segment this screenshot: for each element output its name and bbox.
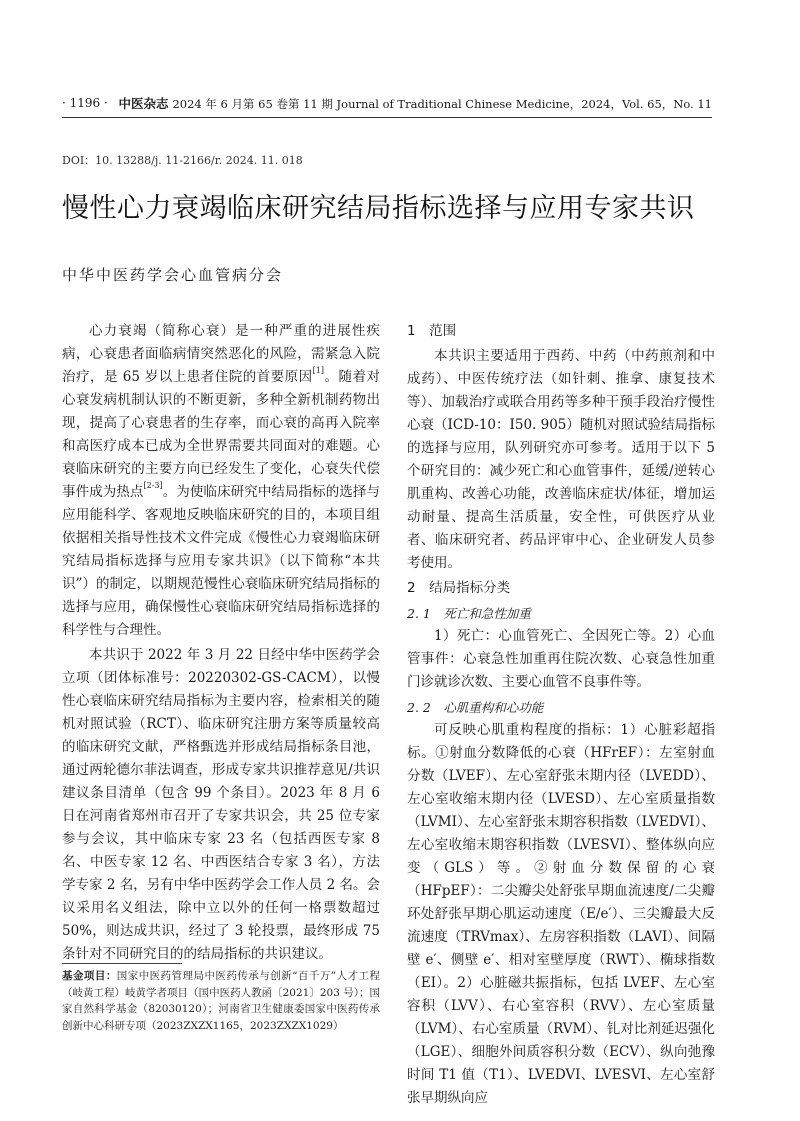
subsection-paragraph: 1）死亡：心血管死亡、全因死亡等。2）心血管事件：心衰急性加重再住院次数、心衰急性加重门诊就诊次数、主要心血管不良事件等。 [407,628,715,690]
left-column [62,320,380,968]
method-paragraph: 本共识于 2022 年 3 月 22 日经中华中医药学会立项（团体标准号：20220302-GS-CACM），以慢性心衰临床研究结局指标为主要内容，检索相关的随机对照试验（RCT）、临床研究注册方案等质量较高的临床研究文献，严格甄选并形成结局指标条目池，通过两轮德尔菲法调查，形成专家共识推荐意见/共识建议条目清单（包含 99 个条目）。2023 年 8 月 6 日在河南省郑州市召开了专家共识会，共 25 位专家参与会议，其中临床专家 23 名（包括西医专家 8 名、中医专家 12 名、中西医结合专家 3 名），方法学专家 2 名，另有中华中医药学会工作人员 2 名。会议采用名义组法，除中立以外的任何一格票数超过 50%，则达成共识，经过了 3 轮投票，最终形成 75 条针对不同研究目的的结局指标的共识建议。 [62,647,380,962]
footnote-rule [62,963,182,964]
page-number: · 1196 · [62,96,108,110]
funding-footnote [62,968,380,1034]
article-title: 慢性心力衰竭临床研究结局指标选择与应用专家共识 [62,193,695,224]
section-heading: 1 范围 [407,323,457,339]
author: 中华中医药学会心血管病分会 [62,266,284,284]
journal-name: 中医杂志 [118,96,169,111]
scope-paragraph: 本共识主要适用于西药、中药（中药煎剂和中成药）、中医传统疗法（如针刺、推拿、康复技术等）、加载治疗或联合用药等多种干预手段治疗慢性心衰（ICD-10：I50. 905）随机对照试验结局指标的选择与应用，队列研究亦可参考。适用于以下 5 个研究目的：减少死亡和心血管事件，延缓/逆转心肌重构、改善心功能，改善临床症状/体征，增加运动耐量、提高生活质量，安全性，可供医疗从业者、临床研究者、药品评审中心、企业研发人员参考使用。 [407,348,715,571]
citation-ref: [2-3] [143,481,163,490]
footnote-label: 基金项目： [62,970,117,982]
intro-paragraph: 心力衰竭（简称心衰）是一种严重的进展性疾病，心衰患者面临病情突然恶化的风险，需紧急入院治疗，是 65 岁以上患者住院的首要原因[1]。随着对心衰发病机制认识的不断更新，多种全新机制药物出现，提高了心衰患者的生存率，而心衰的高再入院率和高医疗成本已成为全世界需要共同面对的难题。心衰临床研究的主要方向已经发生了变化，心衰失代偿事件成为热点[2-3]。为使临床研究中结局指标的选择与应用能科学、客观地反映临床研究的目的，本项目组依据相关指导性技术文件完成《慢性心力衰竭临床研究结局指标选择与应用专家共识》（以下简称“本共识”）的制定，以期规范慢性心衰临床研究结局指标的选择与应用，确保慢性心衰临床研究结局指标选择的科学性与合理性。 [62,323,381,638]
subsection-heading: 2. 2 心肌重构和心功能 [407,700,544,715]
issue-info: 2024 年 6 月第 65 卷第 11 期 Journal of Traditional Chinese Medicine，2024，Vol. 65，No. 11 [172,97,712,111]
subsection-paragraph: 可反映心肌重构程度的指标：1）心脏彩超指标。①射血分数降低的心衰（HFrEF）：左室射血分数（LVEF）、左心室舒张末期内径（LVEDD）、左心室收缩末期内径（LVESD）、左心室质量指数（LVMI）、左心室舒张末期容积指数（LVEDVI）、左心室收缩末期容积指数（LVESVI）、整体纵向应变（GLS）等。②射血分数保留的心衰（HFpEF）：二尖瓣尖处舒张早期血流速度/二尖瓣环处舒张早期心肌运动速度（E/e′）、三尖瓣最大反流速度（TRVmax）、左房容积指数（LAVI）、间隔壁 e′、侧壁 e′、相对室壁厚度（RWT）、椭球指数（EI）。2）心脏磁共振指标，包括 LVEF、左心室容积（LVV）、右心室容积（RVV）、左心室质量（LVM）、右心室质量（RVM）、钆对比剂延迟强化（LGE）、细胞外间质容积分数（ECV）、纵向弛豫时间 T1 值（T1）、LVEDVI、LVESVI、左心室舒张早期纵向应 [407,722,715,1106]
doi: DOI：10. 13288/j. 11-2166/r. 2024. 11. 018 [62,154,303,167]
citation-ref: [1] [312,366,325,375]
journal-info [118,94,712,112]
running-header [62,92,712,114]
section-heading: 2 结局指标分类 [407,580,511,596]
right-column [407,320,715,1112]
footnote-text: 国家中医药管理局中医药传承与创新“百千万”人才工程（岐黄工程）岐黄学者项目（国中医药人教函〔2021〕203 号）；国家自然科学基金（82030120）；河南省卫生健康委国家中医药传承创新中心科研专项（2023ZXZX1165，2023ZXZX1029） [62,970,380,1032]
header-rule [62,117,712,118]
subsection-heading: 2. 1 死亡和急性加重 [407,606,531,621]
